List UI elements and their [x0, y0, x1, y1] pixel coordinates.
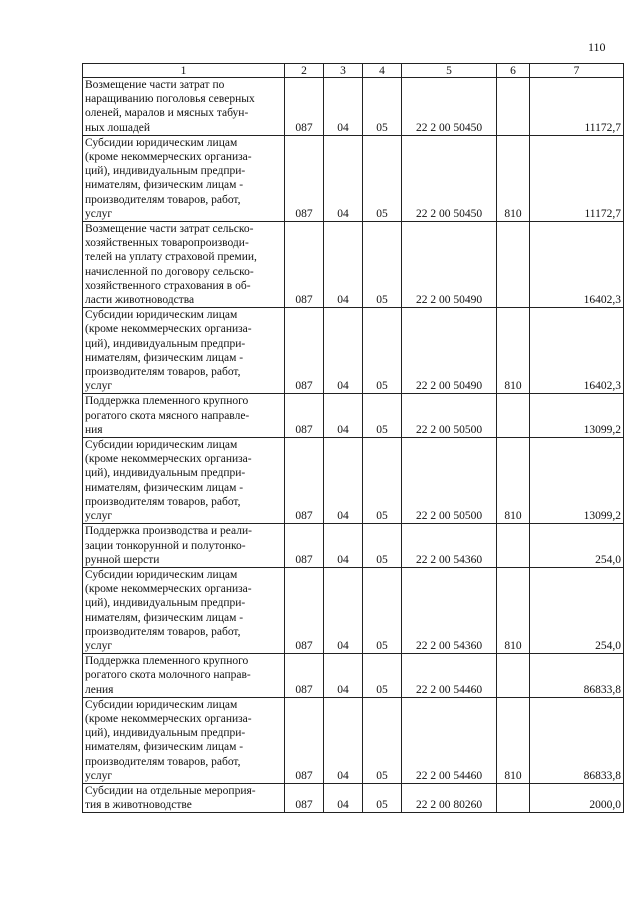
row-name-line: Субсидии юридическим лицам: [85, 309, 238, 322]
row-name-line: (кроме некоммерческих организа-: [85, 323, 252, 336]
code-glava: 087: [285, 654, 324, 698]
row-name-line: (кроме некоммерческих организа-: [85, 151, 252, 164]
row-name-line: Поддержка производства и реали-: [85, 525, 252, 538]
row-name: [83, 308, 285, 394]
row-name-line: (кроме некоммерческих организа-: [85, 453, 252, 466]
row-name-line: ных лошадей: [85, 121, 151, 134]
row-name-line: производителям товаров, работ,: [85, 366, 241, 379]
row-name-line: Возмещение части затрат по: [85, 79, 225, 91]
row-name-line: нимателям, физическим лицам -: [85, 481, 244, 494]
column-header: 5: [402, 64, 497, 78]
row-name-line: (кроме некоммерческих организа-: [85, 583, 252, 596]
amount: 2000,0: [530, 783, 624, 812]
row-name: [83, 697, 285, 783]
row-name-line: ласти животноводства: [85, 294, 195, 307]
row-name-line: ления: [85, 683, 114, 696]
column-header: 1: [83, 64, 285, 78]
code-razdel: 04: [324, 783, 363, 812]
page-number: 110: [588, 40, 606, 54]
row-name-line: телей на уплату страховой премии,: [85, 251, 257, 264]
code-glava: 087: [285, 438, 324, 524]
code-podrazdel: 05: [363, 697, 402, 783]
table-row: [83, 783, 624, 812]
code-expense-type: 810: [497, 567, 530, 653]
code-expense-type: 810: [497, 308, 530, 394]
row-name-line: услуг: [85, 207, 113, 220]
row-name-line: Возмещение части затрат сельско-: [85, 223, 254, 236]
row-name: [83, 438, 285, 524]
code-target-article: 22 2 00 80260: [402, 783, 497, 812]
row-name-line: рунной шерсти: [85, 553, 160, 566]
code-podrazdel: 05: [363, 394, 402, 438]
amount: 16402,3: [530, 308, 624, 394]
row-name-line: Субсидии на отдельные мероприя-: [85, 784, 256, 797]
amount: 16402,3: [530, 222, 624, 308]
code-target-article: 22 2 00 54360: [402, 524, 497, 568]
code-razdel: 04: [324, 308, 363, 394]
column-header: 4: [363, 64, 402, 78]
amount: 254,0: [530, 524, 624, 568]
code-expense-type: [497, 524, 530, 568]
code-podrazdel: 05: [363, 524, 402, 568]
row-name-line: нимателям, физическим лицам -: [85, 741, 244, 754]
code-target-article: 22 2 00 50500: [402, 394, 497, 438]
row-name-line: Субсидии юридическим лицам: [85, 698, 238, 711]
row-name-line: нимателям, физическим лицам -: [85, 351, 244, 364]
code-expense-type: [497, 783, 530, 812]
table-row: [83, 567, 624, 653]
row-name-line: тия в животноводстве: [85, 799, 192, 812]
column-header: 3: [324, 64, 363, 78]
row-name-line: наращиванию поголовья северных: [85, 93, 255, 106]
code-target-article: 22 2 00 54360: [402, 567, 497, 653]
row-name: [83, 524, 285, 568]
code-razdel: 04: [324, 78, 363, 136]
row-name-line: производителям товаров, работ,: [85, 495, 241, 508]
amount: 11172,7: [530, 135, 624, 221]
row-name-line: оленей, маралов и мясных табун-: [85, 107, 249, 120]
row-name-line: зации тонкорунной и полутонко-: [85, 539, 246, 552]
code-glava: 087: [285, 783, 324, 812]
row-name-line: хозяйственного страхования в об-: [85, 279, 251, 292]
row-name: [83, 78, 285, 136]
row-name-line: рогатого скота мясного направле-: [85, 409, 250, 422]
row-name-line: Поддержка племенного крупного: [85, 655, 249, 668]
row-name-line: Субсидии юридическим лицам: [85, 136, 238, 149]
table-row: [83, 654, 624, 698]
code-expense-type: [497, 222, 530, 308]
row-name-line: Субсидии юридическим лицам: [85, 568, 238, 581]
code-expense-type: 810: [497, 135, 530, 221]
code-target-article: 22 2 00 50500: [402, 438, 497, 524]
code-expense-type: [497, 654, 530, 698]
code-target-article: 22 2 00 54460: [402, 697, 497, 783]
code-expense-type: 810: [497, 697, 530, 783]
row-name: [83, 222, 285, 308]
code-glava: 087: [285, 394, 324, 438]
row-name-line: производителям товаров, работ,: [85, 755, 241, 768]
code-target-article: 22 2 00 50490: [402, 222, 497, 308]
table-row: [83, 438, 624, 524]
code-expense-type: [497, 78, 530, 136]
row-name-line: услуг: [85, 510, 113, 523]
code-glava: 087: [285, 567, 324, 653]
row-name-line: (кроме некоммерческих организа-: [85, 712, 252, 725]
row-name-line: ния: [85, 423, 103, 436]
row-name-line: Субсидии юридическим лицам: [85, 439, 238, 452]
code-glava: 087: [285, 135, 324, 221]
row-name-line: ций), индивидуальным предпри-: [85, 727, 246, 740]
code-razdel: 04: [324, 524, 363, 568]
header-row: [83, 64, 624, 78]
table-row: [83, 697, 624, 783]
code-razdel: 04: [324, 654, 363, 698]
code-razdel: 04: [324, 135, 363, 221]
code-target-article: 22 2 00 50450: [402, 135, 497, 221]
code-glava: 087: [285, 78, 324, 136]
amount: 13099,2: [530, 394, 624, 438]
amount: 86833,8: [530, 697, 624, 783]
code-razdel: 04: [324, 394, 363, 438]
table-row: [83, 394, 624, 438]
amount: 86833,8: [530, 654, 624, 698]
row-name-line: хозяйственных товаропроизводи-: [85, 237, 249, 250]
code-glava: 087: [285, 524, 324, 568]
row-name: [83, 567, 285, 653]
code-expense-type: [497, 394, 530, 438]
row-name-line: производителям товаров, работ,: [85, 625, 241, 638]
row-name-line: начисленной по договору сельско-: [85, 265, 254, 278]
code-razdel: 04: [324, 567, 363, 653]
budget-table: [82, 63, 624, 813]
code-razdel: 04: [324, 222, 363, 308]
amount: 11172,7: [530, 78, 624, 136]
code-glava: 087: [285, 697, 324, 783]
row-name: [83, 654, 285, 698]
column-header: 2: [285, 64, 324, 78]
column-header: 7: [530, 64, 624, 78]
code-target-article: 22 2 00 50490: [402, 308, 497, 394]
amount: 254,0: [530, 567, 624, 653]
code-podrazdel: 05: [363, 567, 402, 653]
row-name-line: ций), индивидуальным предпри-: [85, 337, 246, 350]
code-podrazdel: 05: [363, 308, 402, 394]
column-header: 6: [497, 64, 530, 78]
code-podrazdel: 05: [363, 135, 402, 221]
code-podrazdel: 05: [363, 783, 402, 812]
amount: 13099,2: [530, 438, 624, 524]
row-name-line: услуг: [85, 769, 113, 782]
row-name-line: нимателям, физическим лицам -: [85, 611, 244, 624]
row-name-line: услуг: [85, 380, 113, 393]
code-expense-type: 810: [497, 438, 530, 524]
table-row: [83, 524, 624, 568]
code-target-article: 22 2 00 50450: [402, 78, 497, 136]
row-name-line: услуг: [85, 639, 113, 652]
code-podrazdel: 05: [363, 654, 402, 698]
code-razdel: 04: [324, 438, 363, 524]
row-name-line: рогатого скота молочного направ-: [85, 669, 251, 682]
row-name-line: нимателям, физическим лицам -: [85, 179, 244, 192]
table-row: [83, 78, 624, 136]
table-row: [83, 135, 624, 221]
row-name-line: производителям товаров, работ,: [85, 193, 241, 206]
code-glava: 087: [285, 308, 324, 394]
code-target-article: 22 2 00 54460: [402, 654, 497, 698]
code-podrazdel: 05: [363, 222, 402, 308]
row-name-line: ций), индивидуальным предпри-: [85, 467, 246, 480]
row-name: [83, 135, 285, 221]
code-podrazdel: 05: [363, 78, 402, 136]
row-name: [83, 394, 285, 438]
table-row: [83, 308, 624, 394]
row-name: [83, 783, 285, 812]
code-glava: 087: [285, 222, 324, 308]
code-razdel: 04: [324, 697, 363, 783]
row-name-line: ций), индивидуальным предпри-: [85, 597, 246, 610]
code-podrazdel: 05: [363, 438, 402, 524]
table-row: [83, 222, 624, 308]
row-name-line: Поддержка племенного крупного: [85, 395, 249, 408]
row-name-line: ций), индивидуальным предпри-: [85, 165, 246, 178]
